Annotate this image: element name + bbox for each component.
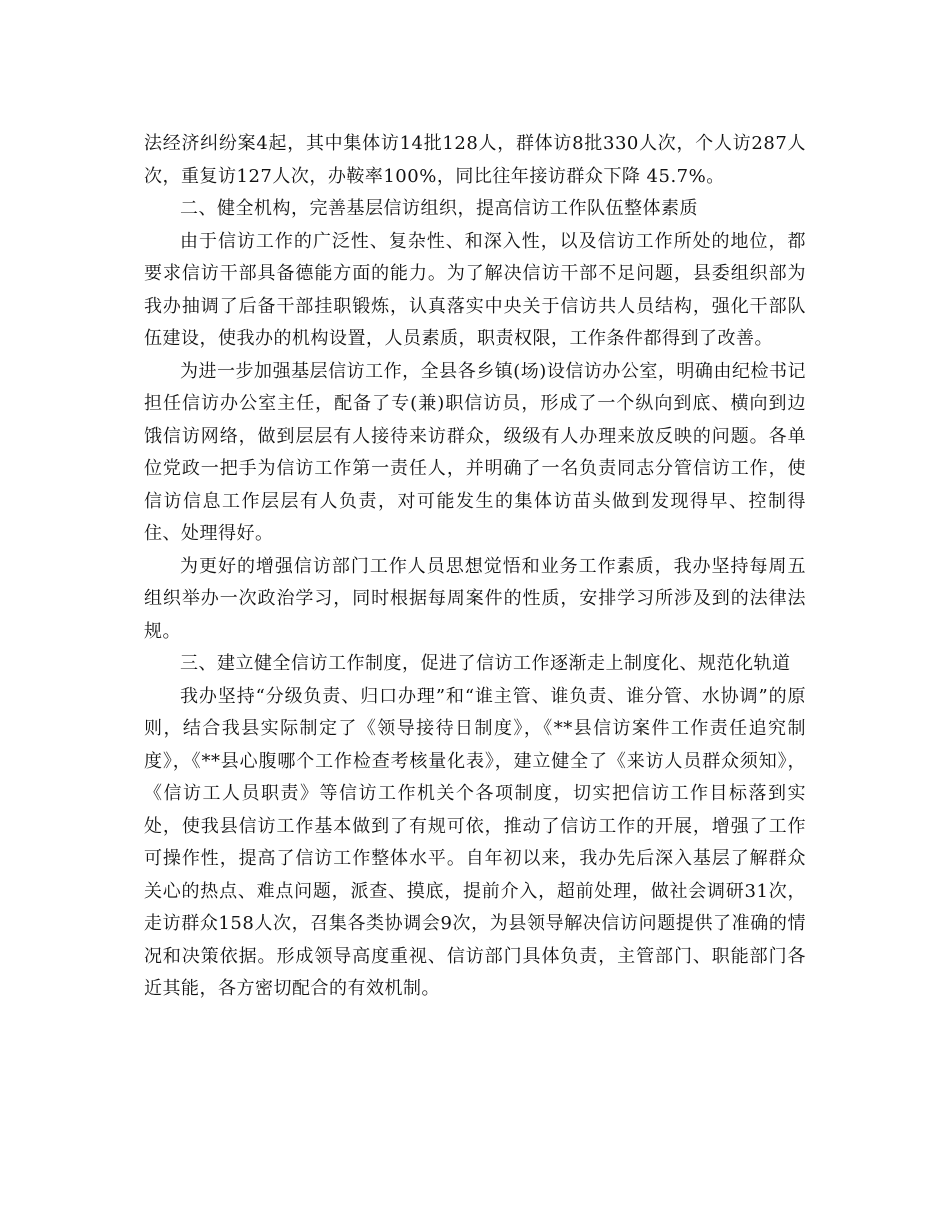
paragraph-case-statistics: 法经济纠纷案4起，其中集体访14批128人，群体访8批330人次，个人访287人次，重复访127人次，办鞍率100%，同比往年接访群众下降 45.7%。: [144, 133, 806, 187]
section-heading-three: 三、建立健全信访工作制度，促进了信访工作逐渐走上制度化、规范化轨道: [180, 653, 791, 674]
paragraph-political-study: 为更好的增强信访部门工作人员思想觉悟和业务工作素质，我办坚持每周五组织举办一次政治学习，同时根据每周案件的性质，安排学习所涉及到的法律法规。: [144, 555, 806, 642]
paragraph-staff-quality: 由于信访工作的广泛性、复杂性、和深入性，以及信访工作所处的地位，都要求信访干部具备德能方面的能力。为了解决信访干部不足问题，县委组织部为我办抽调了后备干部挂职锻炼，认真落实中央关于信访共人员结构，强化干部队伍建设，使我办的机构设置，人员素质，职责权限，工作条件都得到了改善。: [144, 230, 806, 349]
document-body: [144, 128, 806, 1006]
paragraph-grassroots-network: 为进一步加强基层信访工作，全县各乡镇(场)设信访办公室，明确由纪检书记担任信访办公室主任，配备了专(兼)职信访员，形成了一个纵向到底、横向到边饿信访网络，做到层层有人接待来访群众，级级有人办理来放反映的问题。各单位党政一把手为信访工作第一责任人，并明确了一名负责同志分管信访工作，使信访信息工作层层有人负责，对可能发生的集体访苗头做到发现得早、控制得住、处理得好。: [144, 360, 806, 544]
section-heading-two: 二、健全机构，完善基层信访组织，提高信访工作队伍整体素质: [180, 198, 698, 219]
paragraph-work-system: 我办坚持“分级负责、归口办理”和“谁主管、谁负责、谁分管、水协调”的原则，结合我县实际制定了《领导接待日制度》，《**县信访案件工作责任追究制度》，《**县心腹哪个工作检查考核量化表》，建立健全了《来访人员群众须知》，《信访工人员职责》等信访工作机关个各项制度，切实把信访工作目标落到实处，使我县信访工作基本做到了有规可依，推动了信访工作的开展，增强了工作可操作性，提高了信访工作整体水平。自年初以来，我办先后深入基层了解群众关心的热点、难点问题，派查、摸底，提前介入，超前处理，做社会调研31次，走访群众158人次，召集各类协调会9次，为县领导解决信访问题提供了准确的情况和决策依据。形成领导高度重视、信访部门具体负责，主管部门、职能部门各近其能，各方密切配合的有效机制。: [144, 685, 806, 999]
